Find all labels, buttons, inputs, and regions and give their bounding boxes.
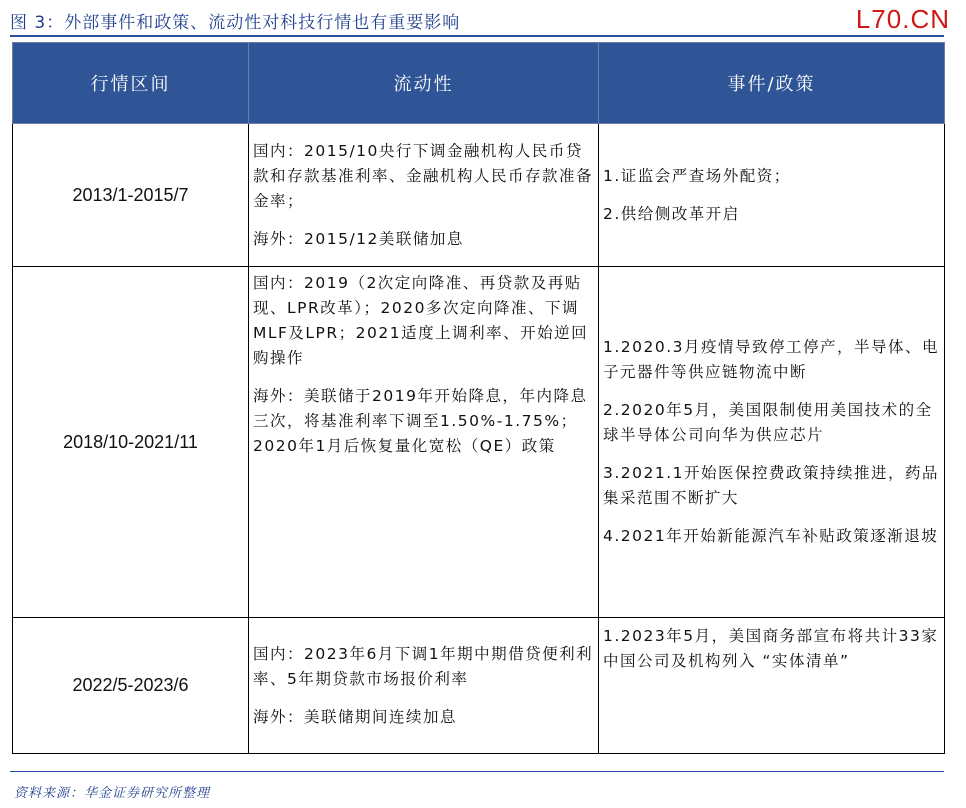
footer-divider: [10, 771, 944, 772]
event-item: 1.证监会严查场外配资；: [603, 166, 791, 185]
event-item: 1.2020.3月疫情导致停工停产，半导体、电子元器件等供应链物流中断: [603, 338, 940, 381]
header-events: 事件/政策: [599, 43, 945, 124]
liquidity-overseas: 海外：2015/12美联储加息: [253, 229, 464, 248]
figure-caption: 图 3：外部事件和政策、流动性对科技行情也有重要影响: [10, 13, 461, 33]
events-cell: [599, 267, 945, 618]
table-row: [13, 267, 945, 618]
liquidity-overseas: 海外：美联储于2019年开始降息，年内降息三次，将基准利率下调至1.50%-1.75%；2020年1月后恢复量化宽松（QE）政策: [253, 387, 588, 455]
policy-table: [12, 42, 945, 754]
liquidity-domestic: 国内：2023年6月下调1年期中期借贷便利利率、5年期贷款市场报价利率: [253, 644, 594, 688]
watermark-logo: L70.CN: [855, 4, 950, 34]
liquidity-cell: [249, 267, 599, 618]
liquidity-cell: [249, 618, 599, 754]
liquidity-cell: [249, 124, 599, 267]
event-item: 3.2021.1开始医保控费政策持续推进，药品集采范围不断扩大: [603, 464, 940, 507]
header-period: 行情区间: [13, 43, 249, 124]
events-cell: [599, 124, 945, 267]
liquidity-overseas: 海外：美联储期间连续加息: [253, 707, 458, 726]
event-item: 4.2021年开始新能源汽车补贴政策逐渐退坡: [603, 527, 939, 545]
table-row: [13, 124, 945, 267]
period-cell: 2013/1-2015/7: [13, 124, 249, 267]
caption-divider: [10, 35, 944, 37]
liquidity-domestic: 国内：2019（2次定向降准、再贷款及再贴现、LPR改革）；2020多次定向降准、下调MLF及LPR；2021适度上调利率、开始逆回购操作: [253, 274, 589, 367]
table-header-row: [13, 43, 945, 124]
table-row: [13, 618, 945, 754]
period-cell: 2018/10-2021/11: [13, 267, 249, 618]
event-item: 1.2023年5月，美国商务部宣布将共计33家中国公司及机构列入 “实体清单”: [603, 627, 939, 670]
liquidity-domestic: 国内：2015/10央行下调金融机构人民币贷款和存款基准利率、金融机构人民币存款准备金率；: [253, 141, 594, 210]
event-item: 2.供给侧改革开启: [603, 204, 740, 223]
header-liquidity: 流动性: [249, 43, 599, 124]
source-note: 资料来源：华金证券研究所整理: [14, 786, 211, 801]
period-cell: 2022/5-2023/6: [13, 618, 249, 754]
event-item: 2.2020年5月，美国限制使用美国技术的全球半导体公司向华为供应芯片: [603, 401, 933, 444]
events-cell: [599, 618, 945, 754]
